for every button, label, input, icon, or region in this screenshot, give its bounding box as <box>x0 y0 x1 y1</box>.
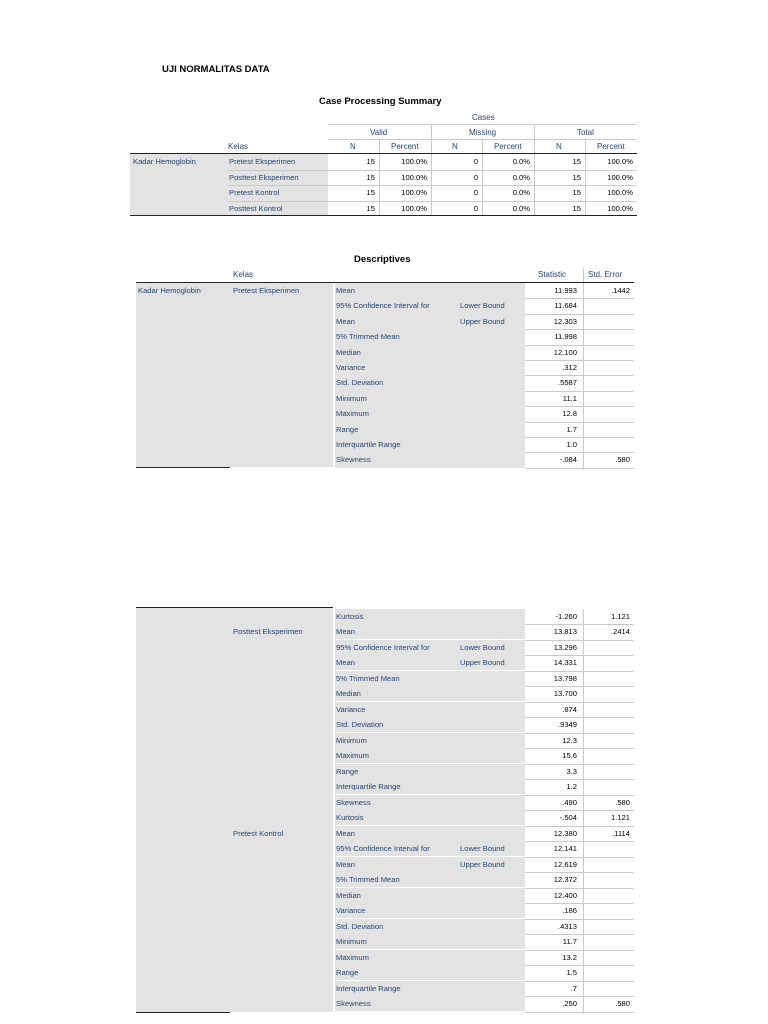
std-error-value <box>583 655 634 670</box>
std-error-value <box>583 919 634 934</box>
table-row <box>0 640 640 655</box>
table-row <box>0 624 640 639</box>
statistic-value: 12.3 <box>562 735 577 745</box>
row-label-statistic: Mean <box>335 283 525 298</box>
table-row <box>0 748 640 763</box>
header-total-percent: Percent <box>597 142 625 151</box>
statistic-value: 13.813 <box>553 627 577 636</box>
header-kelas: Kelas <box>233 270 254 279</box>
table-row <box>0 655 640 670</box>
statistic-value: .312 <box>562 363 577 372</box>
table-row <box>0 841 640 856</box>
row-divider <box>525 468 634 469</box>
column-divider <box>379 154 380 215</box>
statistic-value: 1.5 <box>566 968 577 977</box>
statistic-value: .9349 <box>557 720 577 729</box>
total-n: 15 <box>572 157 581 166</box>
table-row <box>0 437 640 452</box>
std-error-value <box>583 702 634 717</box>
table-row <box>0 934 640 949</box>
valid-percent: 100.0% <box>401 157 427 166</box>
table-row <box>0 779 640 794</box>
row-label-statistic: Median <box>335 888 525 903</box>
std-error-value <box>583 733 634 748</box>
std-error-value <box>583 686 634 701</box>
table-row <box>0 360 640 375</box>
missing-percent: 0.0% <box>512 203 530 213</box>
std-error-value <box>583 671 634 686</box>
column-divider <box>583 283 584 468</box>
row-label-kelas: Pretest Kontrol <box>229 188 280 197</box>
table-row <box>0 406 640 421</box>
std-error-value <box>583 934 634 949</box>
std-error-value <box>583 406 634 421</box>
valid-percent: 100.0% <box>401 172 427 182</box>
header-missing-percent: Percent <box>494 142 522 151</box>
row-label-bound: Lower Bound <box>457 841 525 856</box>
row-label-kelas: Posttest Eksperimen <box>229 172 299 182</box>
row-label-statistic: Range <box>335 764 525 779</box>
statistic-value: -1.260 <box>555 611 577 621</box>
table-row <box>0 686 640 701</box>
statistic-value: 12.380 <box>553 828 577 838</box>
header-total: Total <box>577 128 594 137</box>
row-label-statistic: Maximum <box>335 406 525 421</box>
table-row <box>0 857 640 872</box>
row-divider <box>525 1012 634 1013</box>
statistic-value: 15.6 <box>562 751 577 760</box>
table-row <box>0 170 640 186</box>
missing-percent: 0.0% <box>512 157 530 166</box>
statistic-value: .5587 <box>557 378 577 388</box>
std-error-value <box>583 360 634 375</box>
document-title: UJI NORMALITAS DATA <box>162 64 270 75</box>
std-error-value <box>583 764 634 779</box>
row-label-statistic: 95% Confidence Interval for <box>335 298 457 313</box>
statistic-value: 12.303 <box>553 316 577 326</box>
descriptives-title: Descriptives <box>354 254 411 265</box>
std-error-value <box>583 437 634 452</box>
std-error-value: 1.121 <box>610 611 630 621</box>
statistic-value: 11.998 <box>554 332 577 342</box>
row-header-variable: Kadar Hemoglobin <box>138 286 201 295</box>
valid-n: 15 <box>366 203 375 213</box>
statistic-value: 12.100 <box>553 347 577 357</box>
table-row <box>0 764 640 779</box>
table-row <box>0 872 640 887</box>
row-label-statistic: Median <box>335 686 525 701</box>
std-error-value <box>583 903 634 918</box>
std-error-value <box>583 391 634 406</box>
missing-n: 0 <box>473 188 478 197</box>
missing-percent: 0.0% <box>512 188 530 197</box>
row-label-statistic: Variance <box>335 360 525 375</box>
row-label-statistic: Interquartile Range <box>335 779 525 794</box>
std-error-value: .580 <box>615 797 630 807</box>
row-label-statistic: Minimum <box>335 733 525 748</box>
std-error-value <box>583 981 634 996</box>
total-percent: 100.0% <box>607 203 633 213</box>
std-error-value <box>583 375 634 390</box>
table-row <box>0 965 640 980</box>
missing-percent: 0.0% <box>512 172 530 182</box>
std-error-value <box>583 422 634 437</box>
row-label-statistic: Kurtosis <box>335 609 525 624</box>
total-percent: 100.0% <box>607 188 633 197</box>
row-label-statistic: Maximum <box>335 950 525 965</box>
case-processing-title: Case Processing Summary <box>319 96 442 107</box>
row-label-statistic: 95% Confidence Interval for <box>335 640 457 655</box>
statistic-value: 3.3 <box>566 766 577 776</box>
row-label-statistic: Median <box>335 345 525 360</box>
row-label-statistic: Skewness <box>335 452 525 467</box>
row-label-statistic: Mean <box>335 857 457 872</box>
std-error-value <box>583 640 634 655</box>
row-label-statistic: Std. Deviation <box>335 375 525 390</box>
header-valid-percent: Percent <box>391 142 419 151</box>
table-row <box>0 185 640 201</box>
row-label-bound: Upper Bound <box>457 314 525 329</box>
row-label-statistic: Mean <box>335 624 525 639</box>
std-error-value: .1442 <box>610 286 630 295</box>
table-row <box>0 329 640 344</box>
table-row <box>0 810 640 825</box>
missing-n: 0 <box>473 203 478 213</box>
column-divider <box>534 154 535 215</box>
table-row <box>0 391 640 406</box>
row-label-statistic: Interquartile Range <box>335 437 525 452</box>
row-label-kelas: Pretest Kontrol <box>233 828 284 838</box>
table-row <box>0 283 640 298</box>
table-row <box>0 919 640 934</box>
table-row <box>0 375 640 390</box>
row-label-statistic: Interquartile Range <box>335 981 525 996</box>
std-error-value: .2414 <box>610 627 630 636</box>
row-label-kelas: Pretest Eksperimen <box>233 286 300 295</box>
column-divider <box>583 609 584 1012</box>
row-label-statistic: Std. Deviation <box>335 919 525 934</box>
row-label-bound: Lower Bound <box>457 640 525 655</box>
missing-n: 0 <box>473 172 478 182</box>
std-error-value <box>583 779 634 794</box>
row-label-statistic: Std. Deviation <box>335 717 525 732</box>
row-label-statistic: 5% Trimmed Mean <box>335 329 525 344</box>
statistic-value: .490 <box>562 797 577 807</box>
total-n: 15 <box>572 172 581 182</box>
statistic-value: 12.400 <box>553 890 577 900</box>
std-error-value <box>583 872 634 887</box>
total-percent: 100.0% <box>607 172 633 182</box>
total-percent: 100.0% <box>607 157 633 166</box>
row-label-statistic: Skewness <box>335 996 525 1011</box>
statistic-value: 12.619 <box>553 859 577 869</box>
statistic-value: -.504 <box>559 813 577 822</box>
statistic-value: 12.8 <box>562 409 577 419</box>
valid-n: 15 <box>366 172 375 182</box>
std-error-value <box>583 345 634 360</box>
row-label-statistic: Mean <box>335 655 457 670</box>
row-label-statistic: Range <box>335 422 525 437</box>
std-error-value <box>583 314 634 329</box>
table-row <box>0 345 640 360</box>
std-error-value <box>583 748 634 763</box>
table-row <box>0 795 640 810</box>
statistic-value: 11.1 <box>562 393 577 403</box>
statistic-value: 11.993 <box>554 286 577 295</box>
std-error-value: .1114 <box>612 828 630 838</box>
row-label-statistic: Mean <box>335 826 525 841</box>
table-row <box>0 733 640 748</box>
row-label-statistic: Kurtosis <box>335 810 525 825</box>
statistic-value: .186 <box>562 906 577 915</box>
row-label-statistic: Minimum <box>335 391 525 406</box>
row-label-statistic: Skewness <box>335 795 525 810</box>
column-divider <box>431 154 432 215</box>
statistic-value: .4313 <box>557 921 577 931</box>
std-error-value <box>583 841 634 856</box>
table-row <box>0 903 640 918</box>
statistic-value: .250 <box>562 999 577 1008</box>
table-row <box>0 422 640 437</box>
std-error-value <box>583 950 634 965</box>
std-error-value: .580 <box>615 999 630 1008</box>
row-label-statistic: Variance <box>335 702 525 717</box>
statistic-value: 13.2 <box>562 952 577 962</box>
table-row <box>0 201 640 217</box>
std-error-value: 1.121 <box>610 813 630 822</box>
table-row <box>0 314 640 329</box>
column-divider <box>585 154 586 215</box>
statistic-value: 1.2 <box>566 782 577 791</box>
table-row <box>0 996 640 1011</box>
statistic-value: .874 <box>562 704 577 714</box>
table-row <box>0 609 640 624</box>
row-label-statistic: Maximum <box>335 748 525 763</box>
statistic-value: .7 <box>570 983 577 993</box>
std-error-value: .580 <box>615 455 630 465</box>
valid-n: 15 <box>366 188 375 197</box>
row-label-bound: Upper Bound <box>457 857 525 872</box>
valid-percent: 100.0% <box>401 203 427 213</box>
row-label-statistic: Mean <box>335 314 457 329</box>
statistic-value: 13.296 <box>553 642 577 652</box>
row-label-statistic: 5% Trimmed Mean <box>335 671 525 686</box>
row-label-kelas: Pretest Eksperimen <box>229 157 296 166</box>
valid-percent: 100.0% <box>401 188 427 197</box>
table-row <box>0 826 640 841</box>
column-divider <box>482 154 483 215</box>
statistic-value: 1.7 <box>566 424 577 434</box>
header-statistic: Statistic <box>538 270 567 279</box>
header-missing: Missing <box>469 128 497 137</box>
statistic-value: 13.700 <box>553 689 577 698</box>
row-label-kelas: Posttest Kontrol <box>229 203 283 213</box>
table-row <box>0 950 640 965</box>
std-error-value <box>583 965 634 980</box>
table-row <box>0 298 640 313</box>
table-row <box>0 981 640 996</box>
row-label-bound: Lower Bound <box>457 298 525 313</box>
total-n: 15 <box>572 188 581 197</box>
statistic-value: 12.141 <box>553 844 577 853</box>
statistic-value: 1.0 <box>566 440 577 449</box>
statistic-value: 11.7 <box>562 937 577 946</box>
statistic-value: 13.798 <box>553 673 577 683</box>
std-error-value <box>583 717 634 732</box>
row-label-statistic: Range <box>335 965 525 980</box>
table-row <box>0 154 640 170</box>
row-label-statistic: Variance <box>335 903 525 918</box>
statistic-value: -.084 <box>559 455 577 465</box>
row-label-statistic: 95% Confidence Interval for <box>335 841 457 856</box>
table-row <box>0 888 640 903</box>
total-n: 15 <box>572 203 581 213</box>
row-label-kelas: Posttest Eksperimen <box>233 627 303 636</box>
header-valid: Valid <box>370 128 388 137</box>
header-kelas: Kelas <box>228 142 249 151</box>
std-error-value <box>583 298 634 313</box>
header-valid-n: N <box>350 142 356 151</box>
row-header-variable: Kadar Hemoglobin <box>133 157 196 166</box>
header-missing-n: N <box>452 142 458 151</box>
statistic-value: 12.372 <box>553 875 577 884</box>
header-total-n: N <box>556 142 562 151</box>
table-row <box>0 452 640 467</box>
header-std-error: Std. Error <box>588 270 623 279</box>
statistic-value: 11.684 <box>554 301 577 311</box>
header-cases: Cases <box>472 113 495 122</box>
row-label-statistic: Minimum <box>335 934 525 949</box>
valid-n: 15 <box>366 157 375 166</box>
row-label-statistic: 5% Trimmed Mean <box>335 872 525 887</box>
std-error-value <box>583 888 634 903</box>
table-row <box>0 717 640 732</box>
std-error-value <box>583 857 634 872</box>
statistic-value: 14.331 <box>553 658 577 667</box>
table-row <box>0 671 640 686</box>
missing-n: 0 <box>473 157 478 166</box>
std-error-value <box>583 329 634 344</box>
row-label-bound: Upper Bound <box>457 655 525 670</box>
table-row <box>0 702 640 717</box>
